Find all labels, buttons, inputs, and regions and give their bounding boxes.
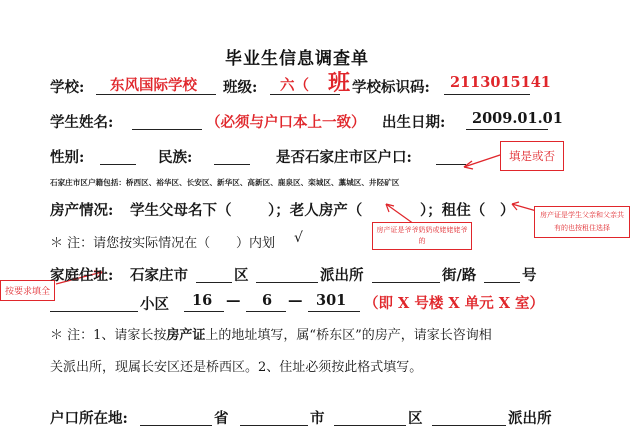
address-community-label: 小区 [140, 296, 169, 313]
gender-label: 性别: [50, 149, 85, 166]
address-number-label: 号 [522, 267, 537, 284]
address-room-underline [308, 311, 360, 312]
hukou-city-field[interactable] [240, 425, 308, 426]
housing-parents-option[interactable]: 学生父母名下（ [130, 202, 232, 219]
ethnicity-label: 民族: [158, 149, 193, 166]
check-instruction-note-tail: ）内划 [236, 236, 276, 251]
name-requirement-note: （必须与户口本上一致） [206, 114, 366, 131]
hukou-city-label: 市 [310, 410, 325, 427]
check-instruction-note: ＊ 注：请您按实际情况在（ [50, 236, 211, 251]
hukou-police-label: 派出所 [508, 410, 552, 427]
hukou-callout: 填是或否 [500, 141, 564, 171]
address-street-field[interactable] [372, 282, 440, 283]
housing-elder-option[interactable]: ）；老人房产（ [268, 202, 363, 219]
birth-date-underline [466, 129, 548, 130]
birth-date-value[interactable]: 2009.01.01 [472, 110, 563, 127]
ethnicity-field[interactable] [214, 164, 250, 165]
student-name-label: 学生姓名: [50, 114, 114, 131]
address-dash-1: — [226, 292, 241, 309]
gender-field[interactable] [100, 164, 136, 165]
school-id-value[interactable]: 2113015141 [450, 74, 551, 91]
hukou-question-label: 是否石家庄市区户口: [276, 149, 412, 166]
address-instruction-prefix: ＊ 注：1、请家长按 [50, 328, 167, 343]
page-title: 毕业生信息调查单 [225, 49, 369, 69]
address-police-field[interactable] [256, 282, 318, 283]
address-dash-2: — [288, 292, 303, 309]
address-city: 石家庄市 [130, 267, 188, 284]
hukou-place-label: 户口所在地: [50, 410, 128, 427]
student-name-field[interactable] [132, 129, 202, 130]
address-police-label: 派出所 [320, 267, 364, 284]
school-id-label: 学校标识码: [352, 79, 430, 96]
address-district-field[interactable] [196, 282, 232, 283]
hukou-province-label: 省 [214, 410, 229, 427]
address-community-field[interactable] [50, 311, 138, 312]
address-instruction-line-2: 关派出所，现属长安区还是桥西区。2、住址必须按此格式填写。 [50, 360, 423, 375]
housing-right-callout: 房产证是学生父亲和父亲共有的也按租住选择 [534, 206, 630, 238]
address-building-value[interactable]: 16 [192, 292, 213, 309]
hukou-province-field[interactable] [140, 425, 212, 426]
home-address-label: 家庭住址: [50, 267, 114, 284]
address-number-field[interactable] [484, 282, 520, 283]
school-label: 学校: [50, 79, 85, 96]
hukou-police-field[interactable] [432, 425, 506, 426]
school-value[interactable]: 东风国际学校 [110, 77, 197, 94]
urban-districts-note: 石家庄市区户籍包括：桥西区、裕华区、长安区、新华区、高新区、鹿泉区、栾城区、藁城区、井陉矿区 [50, 178, 400, 187]
class-value[interactable]: 六（ [280, 77, 309, 94]
hukou-district-field[interactable] [334, 425, 406, 426]
address-room-value[interactable]: 301 [316, 292, 347, 309]
address-unit-value[interactable]: 6 [262, 292, 273, 309]
class-label: 班级: [223, 79, 258, 96]
address-callout: 按要求填全 [0, 280, 55, 301]
address-district-label: 区 [234, 267, 249, 284]
address-instruction-rest: 上的地址填写，属“桥东区”的房产，请家长咨询相 [205, 328, 492, 343]
housing-close-paren: ） [500, 202, 515, 219]
housing-left-callout: 房产证是爷爷奶奶或姥姥姥爷的 [372, 222, 472, 250]
address-unit-underline [246, 311, 286, 312]
school-id-underline [444, 94, 530, 95]
address-format-note: （即 X 号楼 X 单元 X 室） [364, 295, 545, 312]
check-mark: √ [294, 230, 303, 246]
class-handwritten: 班 [328, 70, 351, 96]
housing-label: 房产情况: [50, 202, 114, 219]
address-street-label: 街/路 [442, 267, 477, 284]
hukou-district-label: 区 [408, 410, 423, 427]
property-certificate-emphasis: 房产证 [166, 328, 206, 343]
address-building-underline [184, 311, 224, 312]
birth-date-label: 出生日期: [382, 114, 446, 131]
address-instruction-line-1 [50, 324, 492, 343]
housing-rent-option[interactable]: ）；租住（ [420, 202, 486, 219]
